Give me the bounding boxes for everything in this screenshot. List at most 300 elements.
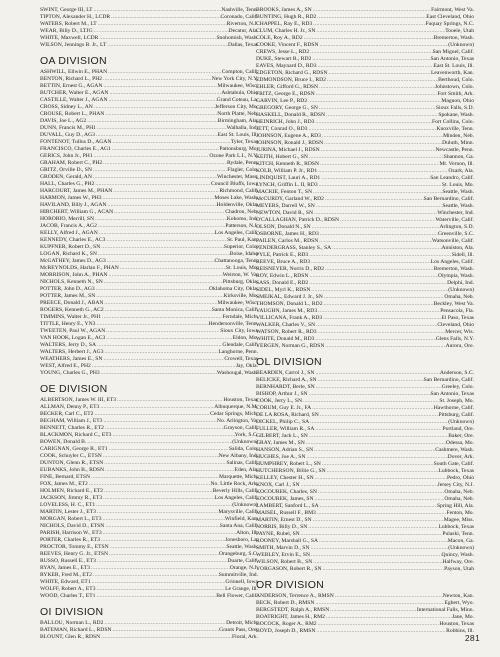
crew-name: KOCOUREK, Charles, SN xyxy=(256,489,317,495)
dot-leader xyxy=(339,217,435,224)
hometown: Langhorne, Penn. xyxy=(218,349,258,355)
roster-entry xyxy=(256,147,474,154)
hometown: Lubbock, Texas xyxy=(438,468,474,474)
crew-name: POTTER, James M., SN xyxy=(40,293,96,299)
crew-name: PROCTOR, Tommy E., ETSN xyxy=(40,544,109,550)
hometown: Knoxville, Tenn. xyxy=(436,126,474,132)
dot-leader xyxy=(102,356,224,363)
hometown: San Bernardino, Calif. xyxy=(423,196,474,202)
crew-name: VAN HOOK, Logan E., AC3 xyxy=(40,335,106,341)
crew-name: BOWEN, Donald B. xyxy=(40,439,87,445)
hometown: East St. Louis, Ill. xyxy=(217,132,258,138)
dot-leader xyxy=(311,56,430,63)
dot-leader xyxy=(96,125,227,132)
hometown: Nashville, Tenn. xyxy=(221,7,258,13)
hometown: Boise, Idaho xyxy=(229,251,258,257)
dot-leader xyxy=(305,440,446,447)
roster-entry xyxy=(40,565,258,572)
crew-name: GRAY, James M., SN xyxy=(256,440,305,446)
hometown: Chattanooga, Tenn. xyxy=(214,258,258,264)
hometown: Santa Monica, Calif. xyxy=(211,307,258,313)
dot-leader xyxy=(314,119,432,126)
roster-entry xyxy=(40,90,258,97)
dot-leader xyxy=(100,370,217,377)
hometown: (Unknown) xyxy=(232,439,258,445)
hometown: Fort Collins, Colo. xyxy=(432,119,474,125)
hometown: Ozark, Ala. xyxy=(448,168,474,174)
hometown: Winchester, Ind. xyxy=(437,210,474,216)
crew-name: WHITE, Maxwell, LCDR xyxy=(40,35,99,41)
hometown: Rydale, Penn. xyxy=(226,160,258,166)
roster-entry xyxy=(40,7,258,14)
crew-name: BERGSTEDT, Ralph A., RMSN xyxy=(256,607,330,613)
roster-entry xyxy=(256,468,474,475)
hometown: El Paso, Texas xyxy=(441,315,474,321)
crew-name: BOCOCK, Roger A., RM2 xyxy=(256,621,317,627)
ol-division-list xyxy=(256,370,474,573)
crew-name: HEINRICH, John J., RD3 xyxy=(256,119,315,125)
roster-entry xyxy=(40,125,258,132)
hometown: Alton, Ill. xyxy=(236,530,258,536)
dot-leader xyxy=(317,377,424,384)
dot-leader xyxy=(307,126,436,133)
hometown: Minden, Neb. xyxy=(443,133,474,139)
crew-name: WEBLEY, Ervin E., SN xyxy=(256,552,310,558)
dot-leader xyxy=(97,223,225,230)
hometown: Patterson, N.J. xyxy=(225,223,258,229)
crew-name: MORRISON, John A., PHAN xyxy=(40,272,108,278)
roster-entry xyxy=(256,266,474,273)
crew-name: KOCOUREK, James, SN xyxy=(256,496,314,502)
dot-leader xyxy=(105,237,227,244)
crew-name: BECK, Robert D., RMSN xyxy=(256,600,315,606)
crew-name: KNOX, Carl J., SN xyxy=(256,482,300,488)
hometown: Milwaukee, Wisc. xyxy=(217,300,258,306)
roster-entry xyxy=(256,301,474,308)
hometown: Marysville, Calif. xyxy=(218,509,258,515)
roster-entry xyxy=(40,439,258,446)
crew-name: KITCH, Kenneth R., RDSN xyxy=(256,161,320,167)
crew-name: YOUNG, Charles G., PH3 xyxy=(40,370,100,376)
crew-name: POTTER, John D., AG3 xyxy=(40,286,95,292)
crew-name: REISNEYER, Norris D., RD2 xyxy=(256,266,325,272)
crew-name: DUVALL, Guy D., AG3 xyxy=(40,132,95,138)
dot-leader xyxy=(329,607,417,614)
hometown: Decatur, Ala. xyxy=(228,28,258,34)
roster-entry xyxy=(40,97,258,104)
hometown: Fuquay Springs, N.C. xyxy=(425,21,474,27)
roster-entry xyxy=(40,118,258,125)
crew-name: LAMBERT, Sanford L., SA xyxy=(256,503,319,509)
roster-entry xyxy=(256,559,474,566)
roster-entry xyxy=(40,474,258,481)
roster-entry xyxy=(40,21,258,28)
roster-entry xyxy=(256,593,474,600)
crew-name: DUKE, Stewart R., RD2 xyxy=(256,56,312,62)
dot-leader xyxy=(317,489,444,496)
roster-entry xyxy=(256,21,474,28)
crew-name: BENNETT, Charles R., ET2 xyxy=(40,425,104,431)
roster-entry xyxy=(256,315,474,322)
crew-name: EDGETON, Richard G., RDSN xyxy=(256,70,328,76)
roster-entry xyxy=(256,245,474,252)
oa-division-list xyxy=(40,69,258,377)
hometown: Oklahoma City, Okla. xyxy=(208,286,258,292)
dot-leader xyxy=(318,538,448,545)
hometown: Omaha, Neb. xyxy=(444,489,474,495)
crew-name: WEATHERS, James E., SN xyxy=(40,356,103,362)
dot-leader xyxy=(318,182,442,189)
crew-name: GERICS, John Jr., PH1 xyxy=(40,153,93,159)
crew-name: BUNTING, Hugh R., RD2 xyxy=(256,14,317,20)
dot-leader xyxy=(316,14,426,21)
hometown: Bell Flower, Calif. xyxy=(216,593,258,599)
dot-leader xyxy=(88,481,211,488)
hometown: Birmingham, Ala. xyxy=(217,118,258,124)
crew-name: KELLY, Alfred J., AGAN xyxy=(40,230,98,236)
dot-leader xyxy=(96,509,218,516)
crew-name: JETT, Conrad O., RD3 xyxy=(256,126,308,132)
hometown: Eldon, Mo. xyxy=(232,335,258,341)
roster-entry xyxy=(40,530,258,537)
crew-name: YERGEN, Norman G., RDSN xyxy=(256,343,325,349)
roster-entry xyxy=(40,83,258,90)
crew-name: JOHNSON, Ronald J., RDSN xyxy=(256,140,324,146)
crew-name: HUMPHREY, Robert L., SN xyxy=(256,461,321,467)
dot-leader xyxy=(317,308,440,315)
crew-name: SMEJKAL, Edward J. Jr., SN xyxy=(256,294,323,300)
crew-name: COLE, Roy A., RD2 xyxy=(256,35,303,41)
hometown: North Platte, Neb. xyxy=(217,111,258,117)
crew-name: DAVIS, Joe L., AG2 xyxy=(40,118,87,124)
crew-name: NEWTON, David R., SN xyxy=(256,210,314,216)
dot-leader xyxy=(103,620,226,627)
crew-name: BEGHAM, William J., ET3 xyxy=(40,418,103,424)
roster-entry xyxy=(40,307,258,314)
hometown: Sioux Falls, S.D. xyxy=(435,105,474,111)
hometown: Egbert, Wyo. xyxy=(444,600,474,606)
dot-leader xyxy=(93,411,210,418)
crew-name: CROUSE, Robert L., PHAN xyxy=(40,111,105,117)
roster-entry xyxy=(256,126,474,133)
roster-entry xyxy=(256,475,474,482)
dot-leader xyxy=(104,523,219,530)
dot-leader xyxy=(95,293,223,300)
roster-entry xyxy=(40,321,258,328)
crew-name: HALL, Charles G., PH2 xyxy=(40,181,95,187)
roster-entry xyxy=(256,384,474,391)
dot-leader xyxy=(312,189,442,196)
hometown: (Unknown) xyxy=(232,502,258,508)
crew-name: ROY, Edwin L., RDSN xyxy=(256,273,309,279)
crew-name: FINE, Bernard, ETSN xyxy=(40,474,91,480)
crew-name: RYAN, James E., ET3 xyxy=(40,565,91,571)
crew-name: BERNHARDT, Berle, SN xyxy=(256,384,315,390)
hometown: Halfway, Ore. xyxy=(442,559,474,565)
hometown: Kokomo, Ind. xyxy=(226,216,258,222)
left-column xyxy=(40,7,258,641)
roster-entry xyxy=(256,294,474,301)
dot-leader xyxy=(312,7,432,14)
hometown: Coronado, Calif. xyxy=(220,14,258,20)
crew-name: REEVE, Bruce A., RD3 xyxy=(256,259,311,265)
dot-leader xyxy=(324,196,424,203)
hometown: Grinnell, Iowa xyxy=(225,579,258,585)
hometown: Sioux City, Iowa xyxy=(220,328,258,334)
dot-leader xyxy=(111,627,219,634)
dot-leader xyxy=(95,286,209,293)
roster-entry xyxy=(40,404,258,411)
crew-name: COOK, Jerry L., SN xyxy=(256,398,302,404)
hometown: Arlington, S.D. xyxy=(439,224,474,230)
roster-entry xyxy=(40,328,258,335)
crew-name: PAYNE, Rubel, SN xyxy=(256,531,300,537)
hometown: Watsonville, Calif. xyxy=(432,238,474,244)
ol-division-heading: OL DIVISION xyxy=(256,356,322,368)
crew-name: GRITZ, Orville D., SN xyxy=(40,167,92,173)
roster-entry xyxy=(40,537,258,544)
roster-entry xyxy=(40,620,258,627)
crew-name: LINDQUIST, Lauri A., RD1 xyxy=(256,175,321,181)
roster-entry xyxy=(256,600,474,607)
dot-leader xyxy=(320,175,430,182)
dot-leader xyxy=(109,544,227,551)
dot-leader xyxy=(307,524,438,531)
crew-name: HANSON, Adrian S., SN xyxy=(256,447,314,453)
crew-name: FULLER, William R., SA xyxy=(256,426,315,432)
dot-leader xyxy=(116,397,223,404)
dot-leader xyxy=(111,146,220,153)
roster-entry xyxy=(40,509,258,516)
dot-leader xyxy=(86,118,218,125)
roster-entry xyxy=(256,189,474,196)
crew-name: YORGASON, Robert R., SN xyxy=(256,566,322,572)
crew-name: WHITE, Donald M., RD3 xyxy=(256,336,315,342)
roster-entry xyxy=(40,516,258,523)
crew-name: TITTLE, Henry E., YN3 xyxy=(40,321,96,327)
crew-name: NICHOLS, Kenneth N., SN xyxy=(40,279,103,285)
roster-entry xyxy=(40,300,258,307)
crew-name: BECKER, Carl C., ET2 xyxy=(40,411,94,417)
crew-name: VAUGHN, James M., RD3 xyxy=(256,308,318,314)
roster-entry xyxy=(256,119,474,126)
dot-leader xyxy=(322,566,445,573)
hometown: Maguon, Ohio xyxy=(441,98,474,104)
hometown: Newcastle, Penn. xyxy=(435,147,474,153)
crew-name: KELLEY, Chester H., SN xyxy=(256,475,314,481)
roster-entry xyxy=(40,265,258,272)
roster-entry xyxy=(256,105,474,112)
crew-name: WEST, Alfred E., PH2 xyxy=(40,363,91,369)
hometown: Council Bluffs, Iowa xyxy=(211,181,258,187)
crew-name: MEYERS, Darrell W., SN xyxy=(256,203,315,209)
roster-entry xyxy=(256,56,474,63)
dot-leader xyxy=(93,28,229,35)
roster-entry xyxy=(256,503,474,510)
dot-leader xyxy=(102,83,217,90)
roster-entry xyxy=(256,287,474,294)
roster-entry xyxy=(40,132,258,139)
right_column-continued-list xyxy=(256,7,474,350)
dot-leader xyxy=(308,273,438,280)
crew-name: KENNEDY, Charles E., AC3 xyxy=(40,237,106,243)
hometown: Greeley, Colo. xyxy=(441,384,474,390)
roster-entry xyxy=(256,545,474,552)
dot-leader xyxy=(96,586,226,593)
roster-entry xyxy=(40,349,258,356)
hometown: Ferndale, Mich. xyxy=(222,314,258,320)
crew-name: WOLFF, Robert A., ET3 xyxy=(40,586,96,592)
roster-entry xyxy=(40,216,258,223)
hometown: Beckley, West Va. xyxy=(433,301,474,307)
crew-name: FRITZ, George E., RDSN xyxy=(256,91,315,97)
roster-entry xyxy=(256,628,474,635)
hometown: Fort Smith, Ark. xyxy=(437,91,474,97)
roster-entry xyxy=(40,286,258,293)
hometown: Olympia, Wash. xyxy=(438,273,474,279)
roster-entry xyxy=(40,453,258,460)
dot-leader xyxy=(102,418,216,425)
crew-name: WEAR, Billy D., LTJG xyxy=(40,28,93,34)
hometown: St. Louis, Mo. xyxy=(225,265,258,271)
roster-entry xyxy=(256,273,474,280)
crew-name: CARIGNAN, George R., ET1 xyxy=(40,446,108,452)
hometown: Orangeburg, S.C. xyxy=(218,551,258,557)
hometown: Leavenworth, Kan. xyxy=(430,70,474,76)
hometown: Duarte, Calif. xyxy=(227,558,258,564)
crew-name: WHITE, Edward, ET1 xyxy=(40,579,91,585)
crew-name: DUNN, Francis M., PH1 xyxy=(40,125,96,131)
crew-name: BISHOP, Arthur J., SN xyxy=(256,391,308,397)
dot-leader xyxy=(325,614,452,621)
hometown: Pulaski, Tenn. xyxy=(442,531,474,537)
dot-leader xyxy=(102,453,219,460)
roster-entry xyxy=(256,14,474,21)
dot-leader xyxy=(96,558,227,565)
dot-leader xyxy=(93,7,222,14)
crew-name: LOVELESS, H. C., ET1 xyxy=(40,502,96,508)
dot-leader xyxy=(103,300,217,307)
crew-name: ANDERSON, Terrence A., RMSN xyxy=(256,593,334,599)
hometown: Orange, N.J. xyxy=(229,565,258,571)
roster-entry xyxy=(40,593,258,600)
crew-name: HIRCHERT, William G., ACAN xyxy=(40,209,114,215)
dot-leader xyxy=(308,280,447,287)
crew-name: HUTCHERSON, Billie G., SN xyxy=(256,468,326,474)
hometown: Summitville, Ind. xyxy=(218,572,258,578)
hometown: Jay, Okla. xyxy=(235,363,258,369)
dot-leader xyxy=(95,321,208,328)
hometown: Berthoud, Colo. xyxy=(438,77,474,83)
hometown: Moses Lake, Wash. xyxy=(214,195,258,201)
dot-leader xyxy=(102,516,225,523)
roster-entry xyxy=(40,42,258,49)
hometown: Weirton, W. Va. xyxy=(222,272,258,278)
dot-leader xyxy=(315,28,445,35)
roster-entry xyxy=(256,412,474,419)
roster-entry xyxy=(40,181,258,188)
dot-leader xyxy=(108,446,229,453)
crew-name: ALLMAN, Denny P., ET3 xyxy=(40,404,100,410)
hometown: Jersey City, N.J. xyxy=(437,482,474,488)
crew-name: HUGHES, Joe A., SN xyxy=(256,454,306,460)
hometown: Jane, Mo. xyxy=(452,614,474,620)
roster-entry xyxy=(256,552,474,559)
dot-leader xyxy=(324,343,445,350)
roster-entry xyxy=(256,461,474,468)
oi-division-list xyxy=(40,620,258,641)
dot-leader xyxy=(103,460,226,467)
crew-name: THOMSON, Donald L., RD2 xyxy=(256,301,323,307)
hometown: Jefferson City, Mo. xyxy=(214,104,258,110)
roster-entry xyxy=(256,7,474,14)
crew-name: SWINT, George III, LT xyxy=(40,7,93,13)
dot-leader xyxy=(104,111,217,118)
dot-leader xyxy=(319,412,439,419)
crew-name: JACKSON, Jimmy R., ET3 xyxy=(40,495,103,501)
dot-leader xyxy=(96,342,222,349)
dot-leader xyxy=(100,634,232,641)
dot-leader xyxy=(104,467,235,474)
hometown: (Unknown) xyxy=(448,287,474,293)
left_column-continued-list xyxy=(40,7,258,49)
crew-name: BETTIN, Ernest G., AGAN xyxy=(40,83,103,89)
oa-division-heading: OA DIVISION xyxy=(40,55,107,67)
dot-leader xyxy=(334,593,443,600)
crew-name: GILBERT, Jack L., SN xyxy=(256,433,308,439)
roster-entry xyxy=(40,579,258,586)
crew-name: SMITH, Marvin D., SN xyxy=(256,545,310,551)
hometown: Cedar Springs, Mich. xyxy=(210,411,258,417)
hometown: No. Little Rock, Ark. xyxy=(210,481,258,487)
roster-entry xyxy=(40,69,258,76)
roster-entry xyxy=(40,586,258,593)
dot-leader xyxy=(302,398,439,405)
crew-name: HAVILAND, Billy J., AGAN xyxy=(40,202,107,208)
roster-entry xyxy=(256,49,474,56)
roster-entry xyxy=(40,202,258,209)
crew-name: OSBORNE, James H., RD3 xyxy=(256,231,319,237)
crew-name: LYNCH, Griffin L. II, RD3 xyxy=(256,182,318,188)
crew-name: WALTERS, Herbert J., AG3 xyxy=(40,349,104,355)
crew-name: TWEETEN, Paul W., AGAN xyxy=(40,328,106,334)
hometown: Glendale, Calif. xyxy=(222,342,258,348)
crew-name: GRAHAM, Robert C., PH2 xyxy=(40,160,103,166)
roster-entry xyxy=(40,544,258,551)
hometown: Jonesboro, La. xyxy=(225,537,258,543)
hometown: Anderson, S.C. xyxy=(439,370,474,376)
roster-entry xyxy=(40,363,258,370)
hometown: Robbins, Ill. xyxy=(446,628,474,634)
dot-leader xyxy=(93,153,210,160)
hometown: San Antonio, Texas xyxy=(430,391,474,397)
roster-entry xyxy=(40,244,258,251)
hometown: Dallas, Texas xyxy=(228,42,258,48)
hometown: Baker, Ore. xyxy=(448,433,474,439)
roster-entry xyxy=(256,531,474,538)
hometown: Albuquerque, N.M. xyxy=(214,404,258,410)
dot-leader xyxy=(104,349,219,356)
roster-entry xyxy=(40,502,258,509)
roster-entry xyxy=(256,35,474,42)
dot-leader xyxy=(300,482,438,489)
roster-entry xyxy=(256,510,474,517)
roster-entry xyxy=(40,335,258,342)
hometown: Delphi, Ind. xyxy=(447,280,474,286)
crew-name: ASHWILL, Ellwin E., PHAN xyxy=(40,69,108,75)
crew-name: WALKER, Charles V., SN xyxy=(256,322,316,328)
dot-leader xyxy=(319,42,449,49)
